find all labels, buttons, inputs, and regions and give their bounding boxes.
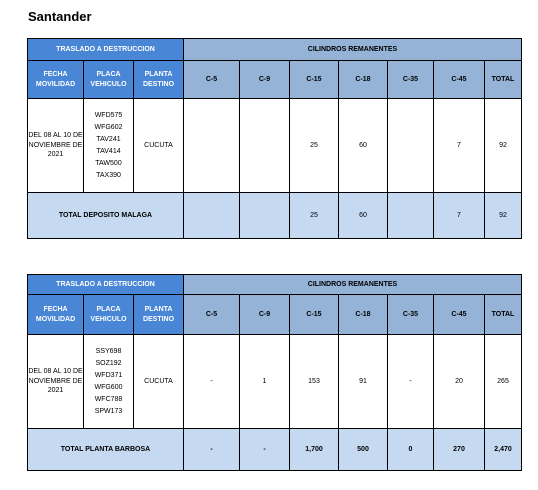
cell-c45: 20: [434, 335, 485, 429]
page-title: Santander: [28, 9, 92, 24]
total-c18: 500: [339, 429, 388, 471]
plate-value: TAV414: [96, 147, 121, 155]
cell-c5: -: [184, 335, 240, 429]
col-total-header: TOTAL: [485, 61, 522, 99]
plate-value: TAV241: [96, 135, 121, 143]
cell-c15: 25: [290, 99, 339, 193]
col-fecha-header: FECHA MOVILIDAD: [28, 295, 84, 335]
col-planta-header: PLANTA DESTINO: [134, 61, 184, 99]
cell-placas: [84, 335, 134, 429]
total-label: TOTAL PLANTA BARBOSA: [28, 429, 184, 471]
total-c35: [388, 193, 434, 239]
plate-value: SPW173: [94, 407, 123, 415]
cell-planta: CUCUTA: [134, 99, 184, 193]
header-cilindros: CILINDROS REMANENTES: [184, 39, 522, 61]
total-row: [28, 193, 522, 239]
plate-value: SOZ192: [95, 359, 122, 367]
total-c5: -: [184, 429, 240, 471]
total-c18: 60: [339, 193, 388, 239]
table-row: [28, 335, 522, 429]
col-c5-header: C-5: [184, 295, 240, 335]
col-c35-header: C-35: [388, 61, 434, 99]
cell-fecha: DEL 08 AL 10 DE NOVIEMBRE DE 2021: [28, 99, 84, 193]
total-total: 92: [485, 193, 522, 239]
total-c9: -: [240, 429, 290, 471]
total-c35: 0: [388, 429, 434, 471]
plate-value: WFG600: [94, 383, 123, 391]
col-c9-header: C-9: [240, 61, 290, 99]
total-c9: [240, 193, 290, 239]
plate-value: TAW500: [95, 159, 122, 167]
total-c5: [184, 193, 240, 239]
plate-value: WFD371: [94, 371, 123, 379]
plate-value: WFC788: [94, 395, 123, 403]
table-barbosa: [27, 274, 522, 471]
col-c15-header: C-15: [290, 295, 339, 335]
col-c15-header: C-15: [290, 61, 339, 99]
cell-c18: 91: [339, 335, 388, 429]
total-total: 2,470: [485, 429, 522, 471]
cell-total: 92: [485, 99, 522, 193]
col-c45-header: C-45: [434, 295, 485, 335]
col-c35-header: C-35: [388, 295, 434, 335]
col-c18-header: C-18: [339, 61, 388, 99]
plate-value: TAX390: [96, 171, 121, 179]
col-fecha-header: FECHA MOVILIDAD: [28, 61, 84, 99]
cell-c18: 60: [339, 99, 388, 193]
plate-value: SSY698: [95, 347, 122, 355]
cell-fecha: DEL 08 AL 10 DE NOVIEMBRE DE 2021: [28, 335, 84, 429]
plate-value: WFG602: [94, 123, 123, 131]
total-c45: 7: [434, 193, 485, 239]
total-c45: 270: [434, 429, 485, 471]
cell-c15: 153: [290, 335, 339, 429]
cell-c35: -: [388, 335, 434, 429]
plate-value: WFD575: [94, 111, 123, 119]
col-c18-header: C-18: [339, 295, 388, 335]
total-c15: 25: [290, 193, 339, 239]
col-c9-header: C-9: [240, 295, 290, 335]
col-placa-header: PLACA VEHICULO: [84, 61, 134, 99]
header-traslado: TRASLADO A DESTRUCCION: [28, 39, 184, 61]
table-row: [28, 99, 522, 193]
cell-c9: [240, 99, 290, 193]
col-placa-header: PLACA VEHICULO: [84, 295, 134, 335]
cell-c35: [388, 99, 434, 193]
total-c15: 1,700: [290, 429, 339, 471]
cell-c45: 7: [434, 99, 485, 193]
col-planta-header: PLANTA DESTINO: [134, 295, 184, 335]
total-label: TOTAL DEPOSITO MALAGA: [28, 193, 184, 239]
total-row: [28, 429, 522, 471]
cell-placas: [84, 99, 134, 193]
cell-c5: [184, 99, 240, 193]
table-malaga: [27, 38, 522, 239]
col-c45-header: C-45: [434, 61, 485, 99]
col-c5-header: C-5: [184, 61, 240, 99]
cell-c9: 1: [240, 335, 290, 429]
header-traslado: TRASLADO A DESTRUCCION: [28, 275, 184, 295]
col-total-header: TOTAL: [485, 295, 522, 335]
header-cilindros: CILINDROS REMANENTES: [184, 275, 522, 295]
cell-total: 265: [485, 335, 522, 429]
cell-planta: CUCUTA: [134, 335, 184, 429]
